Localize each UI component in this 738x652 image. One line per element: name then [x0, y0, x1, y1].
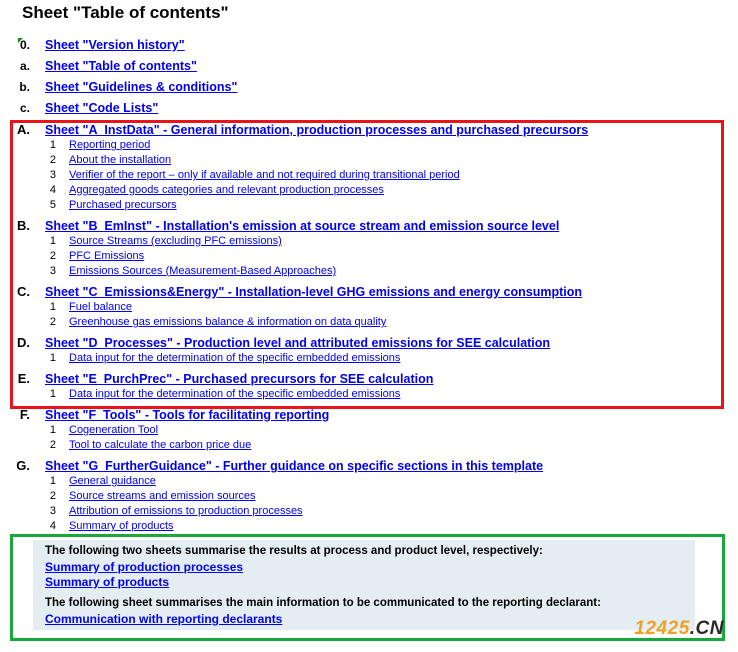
item-number: 4 — [49, 520, 56, 532]
link-sheet-d-processes[interactable]: Sheet "D_Processes" - Production level and attributed emissions for SEE calculation — [45, 336, 551, 350]
page-title: Sheet "Table of contents" — [22, 3, 229, 22]
link-aggregated-goods[interactable]: Aggregated goods categories and relevant production processes — [69, 184, 384, 196]
item-number: 2 — [49, 316, 56, 328]
item-number: 5 — [49, 199, 56, 211]
communication-intro-text: The following sheet summarises the main information to be communicated to the reporting declarant: — [45, 597, 601, 609]
link-summary-products[interactable]: Summary of products — [45, 575, 170, 589]
link-ghg-balance[interactable]: Greenhouse gas emissions balance & information on data quality — [69, 316, 387, 328]
section-letter: E. — [17, 371, 30, 386]
link-emissions-sources[interactable]: Emissions Sources (Measurement-Based Approaches) — [69, 265, 337, 277]
link-guidelines-conditions[interactable]: Sheet "Guidelines & conditions" — [45, 80, 238, 94]
link-general-guidance[interactable]: General guidance — [69, 475, 156, 487]
link-reporting-period[interactable]: Reporting period — [69, 139, 151, 151]
item-number: 1 — [49, 388, 56, 400]
section-letter: A. — [17, 122, 30, 137]
toc-letter: c. — [19, 101, 30, 115]
section-letter: C. — [17, 284, 30, 299]
item-number: 1 — [49, 424, 56, 436]
watermark-logo — [634, 618, 724, 640]
section-letter: D. — [17, 335, 30, 350]
toc-letter: b. — [19, 80, 30, 94]
item-number: 2 — [49, 250, 56, 262]
link-table-of-contents[interactable]: Sheet "Table of contents" — [45, 59, 197, 73]
item-number: 1 — [49, 475, 56, 487]
link-data-input-d[interactable]: Data input for the determination of the specific embedded emissions — [69, 352, 401, 364]
item-number: 4 — [49, 184, 56, 196]
link-sheet-a-instdata[interactable]: Sheet "A_InstData" - General information, production processes and purchased precursors — [45, 123, 589, 137]
link-sheet-g-furtherguidance[interactable]: Sheet "G_FurtherGuidance" - Further guidance on specific sections in this template — [45, 459, 544, 473]
item-number: 1 — [49, 139, 56, 151]
link-data-input-e[interactable]: Data input for the determination of the specific embedded emissions — [69, 388, 401, 400]
link-verifier[interactable]: Verifier of the report – only if available and not required during transitional period — [69, 169, 460, 181]
section-letter: G. — [16, 458, 30, 473]
link-attribution-emissions[interactable]: Attribution of emissions to production processes — [69, 505, 303, 517]
link-carbon-price-tool[interactable]: Tool to calculate the carbon price due — [69, 439, 252, 451]
link-source-streams-guidance[interactable]: Source streams and emission sources — [69, 490, 256, 502]
link-cogeneration-tool[interactable]: Cogeneration Tool — [69, 424, 159, 436]
toc-letter: 0. — [19, 38, 30, 52]
link-sheet-b-eminst[interactable]: Sheet "B_EmInst" - Installation's emission at source stream and emission source level — [45, 219, 560, 233]
link-summary-products-guidance[interactable]: Summary of products — [69, 520, 174, 532]
item-number: 3 — [49, 169, 56, 181]
link-code-lists[interactable]: Sheet "Code Lists" — [45, 101, 159, 115]
link-summary-production-processes[interactable]: Summary of production processes — [45, 560, 244, 574]
link-sheet-c-emissions-energy[interactable]: Sheet "C_Emissions&Energy" - Installation-level GHG emissions and energy consumption — [45, 285, 582, 299]
link-pfc-emissions[interactable]: PFC Emissions — [69, 250, 145, 262]
link-sheet-f-tools[interactable]: Sheet "F_Tools" - Tools for facilitating reporting — [45, 408, 330, 422]
summary-intro-text: The following two sheets summarise the results at process and product level, respectively: — [45, 545, 543, 557]
item-number: 3 — [49, 265, 56, 277]
watermark-number: 12425 — [634, 618, 690, 639]
link-sheet-e-purchprec[interactable]: Sheet "E_PurchPrec" - Purchased precursors for SEE calculation — [45, 372, 434, 386]
item-number: 3 — [49, 505, 56, 517]
item-number: 2 — [49, 490, 56, 502]
item-number: 1 — [49, 352, 56, 364]
item-number: 2 — [49, 154, 56, 166]
toc-letter: a. — [19, 59, 30, 73]
link-purchased-precursors[interactable]: Purchased precursors — [69, 199, 177, 211]
item-number: 2 — [49, 439, 56, 451]
item-number: 1 — [49, 235, 56, 247]
link-about-installation[interactable]: About the installation — [69, 154, 172, 166]
watermark-domain: .CN — [689, 618, 724, 639]
link-version-history[interactable]: Sheet "Version history" — [45, 38, 185, 52]
link-source-streams[interactable]: Source Streams (excluding PFC emissions) — [69, 235, 282, 247]
section-letter: F. — [19, 407, 30, 422]
link-communication-reporting-declarants[interactable]: Communication with reporting declarants — [45, 612, 283, 626]
link-fuel-balance[interactable]: Fuel balance — [69, 301, 132, 313]
item-number: 1 — [49, 301, 56, 313]
section-letter: B. — [17, 218, 30, 233]
